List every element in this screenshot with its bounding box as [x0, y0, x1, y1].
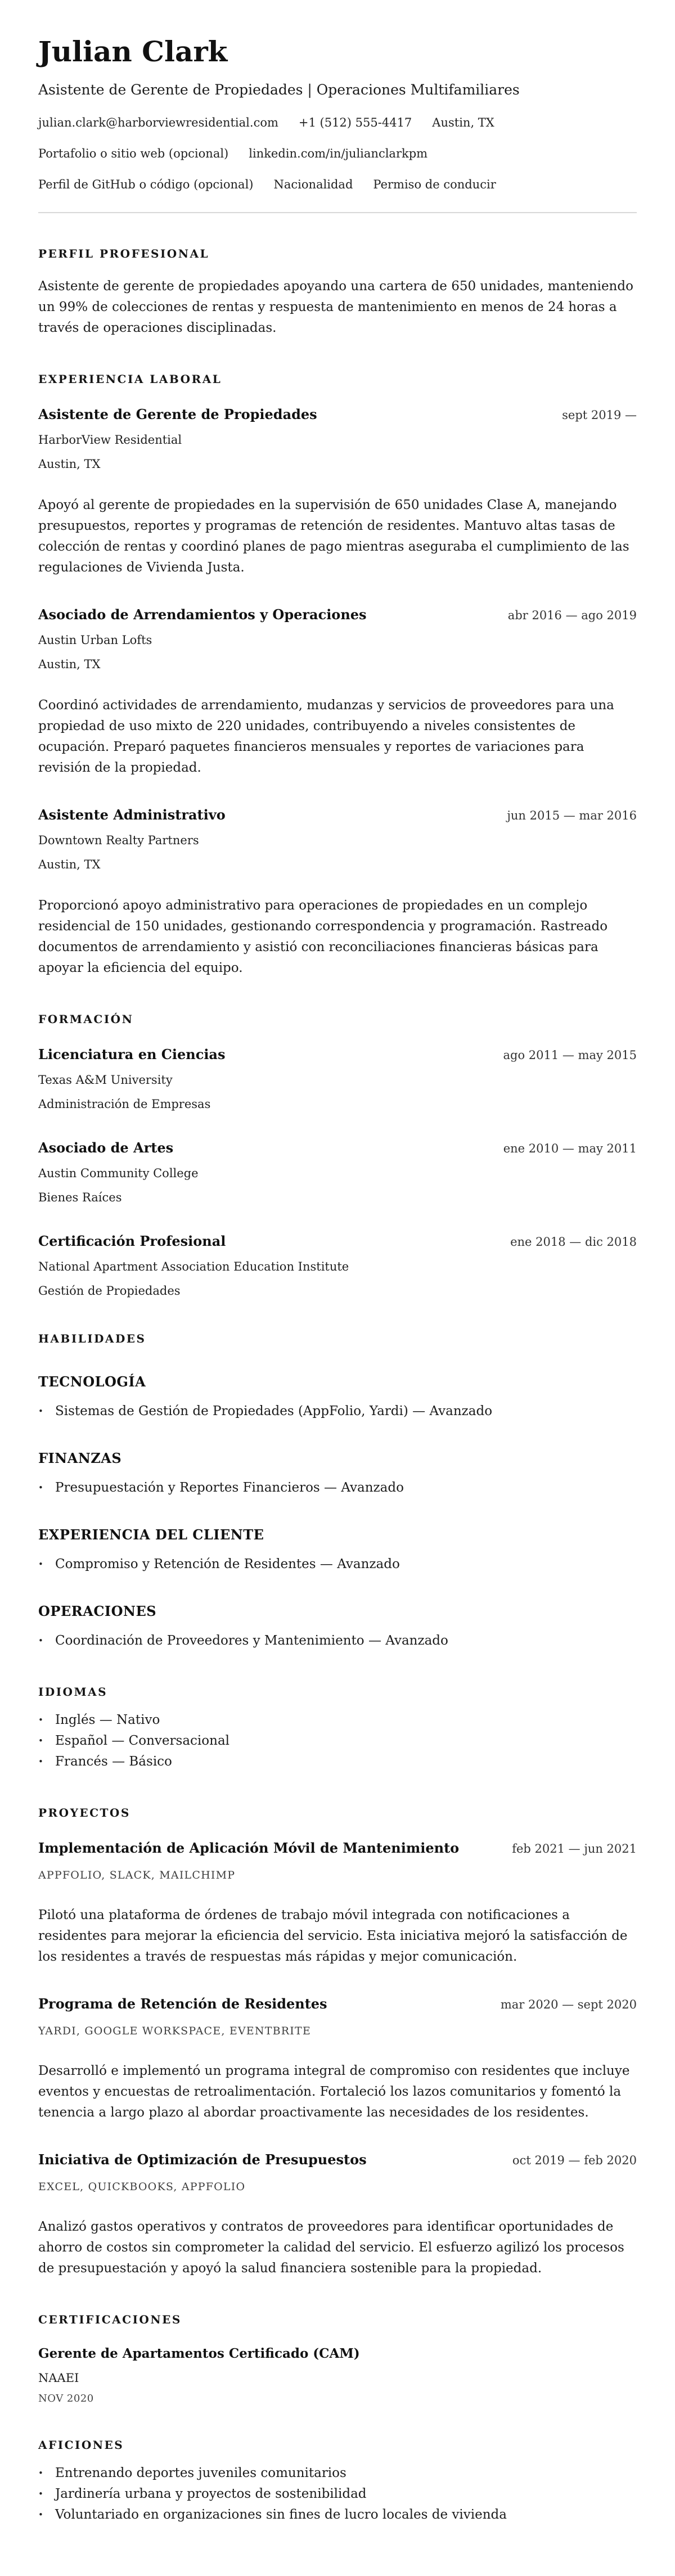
skill-category-technology: TECNOLOGÍA — [38, 1373, 146, 1390]
project-entry — [38, 1840, 637, 1967]
section-label-skills: HABILIDADES — [38, 1332, 146, 1345]
section-label-profile: PERFIL PROFESIONAL — [38, 247, 210, 260]
section-label-education: FORMACIÓN — [38, 1012, 134, 1026]
education-degree: Asociado de Artes — [38, 1140, 174, 1156]
skill-item — [38, 1401, 637, 1422]
job-location: Austin, TX — [38, 657, 101, 671]
job-date: abr 2016 — ago 2019 — [507, 609, 637, 622]
job-entry — [38, 406, 637, 578]
project-tools: YARDI, GOOGLE WORKSPACE, EVENTBRITE — [38, 2025, 311, 2037]
hobby-text: Voluntariado en organizaciones sin fines de lucro locales de vivienda — [55, 2507, 507, 2522]
education-school: Texas A&M University — [38, 1073, 173, 1087]
language-text: Francés — Básico — [55, 1754, 172, 1769]
project-date: feb 2021 — jun 2021 — [512, 1842, 637, 1856]
language-list — [38, 1710, 637, 1772]
job-title: Asistente de Gerente de Propiedades — [38, 406, 317, 422]
skill-list — [38, 1554, 637, 1575]
header-divider — [38, 212, 637, 213]
section-label-experience: EXPERIENCIA LABORAL — [38, 372, 222, 386]
job-company: Austin Urban Lofts — [38, 633, 152, 647]
job-title: Asistente Administrativo — [38, 807, 226, 823]
contact-phone: +1 (512) 555-4417 — [298, 116, 412, 129]
section-label-languages: IDIOMAS — [38, 1685, 108, 1699]
job-description: Coordinó actividades de arrendamiento, mudanzas y servicios de proveedores para una propiedad de uso mixto de 220 unidades, contribuyendo a niveles consistentes de ocupación. Preparó paquetes financieros mensuales y reportes de variaciones para revisión de la propiedad. — [38, 698, 614, 775]
education-school: National Apartment Association Education Institute — [38, 1260, 349, 1273]
project-date: mar 2020 — sept 2020 — [500, 1998, 637, 2011]
bullet-icon: • — [38, 2468, 43, 2478]
contact-location: Austin, TX — [432, 116, 494, 129]
skill-category-finance: FINANZAS — [38, 1450, 122, 1466]
candidate-name: Julian Clark — [38, 35, 228, 68]
hobby-text: Entrenando deportes juveniles comunitarios — [55, 2466, 346, 2480]
candidate-headline: Asistente de Gerente de Propiedades | Operaciones Multifamiliares — [38, 82, 520, 98]
job-company: Downtown Realty Partners — [38, 834, 199, 847]
section-label-certifications: CERTIFICACIONES — [38, 2313, 182, 2326]
job-description: Apoyó al gerente de propiedades en la supervisión de 650 unidades Clase A, manejando presupuestos, reportes y programas de retención de residentes. Mantuvo altas tasas de colección de rentas y coordinó planes de pago mientras aseguraba el cumplimiento de las regulaciones de Vivienda Justa. — [38, 498, 629, 575]
hobby-text: Jardinería urbana y proyectos de sostenibilidad — [55, 2487, 367, 2501]
profile-summary: Asistente de gerente de propiedades apoyando una cartera de 650 unidades, manteniendo un 99% de colecciones de rentas y respuesta de mantenimiento en menos de 24 horas a través de operaciones disciplinadas. — [38, 279, 633, 335]
education-school: Austin Community College — [38, 1167, 199, 1180]
contact-linkedin: linkedin.com/in/julianclarkpm — [249, 147, 428, 160]
job-location: Austin, TX — [38, 457, 101, 471]
contact-nationality-placeholder: Nacionalidad — [273, 178, 353, 191]
bullet-icon: • — [38, 2489, 43, 2499]
bullet-icon: • — [38, 1736, 43, 1746]
project-tools: APPFOLIO, SLACK, MAILCHIMP — [38, 1869, 236, 1881]
education-entry — [38, 1046, 637, 1111]
skill-item — [38, 1478, 637, 1498]
project-title: Iniciativa de Optimización de Presupuestos — [38, 2151, 367, 2168]
contact-row-1 — [38, 115, 637, 130]
bullet-icon: • — [38, 2510, 43, 2520]
skill-text: Coordinación de Proveedores y Mantenimiento — Avanzado — [55, 1633, 448, 1648]
project-tools: EXCEL, QUICKBOOKS, APPFOLIO — [38, 2181, 246, 2193]
skill-list — [38, 1401, 637, 1422]
hobby-item — [38, 2463, 637, 2484]
contact-github-placeholder: Perfil de GitHub o código (opcional) — [38, 178, 254, 191]
project-entry — [38, 1996, 637, 2123]
language-item — [38, 1731, 637, 1751]
job-company: HarborView Residential — [38, 433, 182, 447]
certification-name: Gerente de Apartamentos Certificado (CAM) — [38, 2346, 360, 2361]
education-degree: Licenciatura en Ciencias — [38, 1046, 226, 1062]
bullet-icon: • — [38, 1636, 43, 1646]
education-field: Bienes Raíces — [38, 1191, 122, 1204]
contact-license-placeholder: Permiso de conducir — [373, 178, 496, 191]
bullet-icon: • — [38, 1715, 43, 1725]
job-header — [38, 807, 637, 823]
job-location: Austin, TX — [38, 858, 101, 871]
skill-text: Presupuestación y Reportes Financieros — Avanzado — [55, 1480, 404, 1495]
project-description: Desarrolló e implementó un programa integral de compromiso con residentes que incluye eventos y encuestas de retroalimentación. Fortaleció los lazos comunitarios y fomentó la tenencia a largo plazo al abordar proactivamente las necesidades de los residentes. — [38, 2064, 630, 2120]
skill-category-customer-experience: EXPERIENCIA DEL CLIENTE — [38, 1526, 264, 1543]
job-date: jun 2015 — mar 2016 — [507, 809, 637, 822]
bullet-icon: • — [38, 1559, 43, 1569]
section-label-hobbies: AFICIONES — [38, 2438, 124, 2452]
contact-email: julian.clark@harborviewresidential.com — [38, 116, 278, 129]
contact-row-3 — [38, 177, 637, 192]
bullet-icon: • — [38, 1757, 43, 1767]
education-header — [38, 1233, 637, 1250]
skill-list — [38, 1631, 637, 1651]
job-date: sept 2019 — — [562, 408, 637, 422]
contact-portfolio-placeholder: Portafolio o sitio web (opcional) — [38, 147, 229, 160]
skill-item — [38, 1554, 637, 1575]
education-entry — [38, 1233, 637, 1298]
language-item — [38, 1751, 637, 1772]
contact-row-2 — [38, 146, 637, 161]
project-description: Pilotó una plataforma de órdenes de trabajo móvil integrada con notificaciones a residentes para mejorar la eficiencia del servicio. Esta iniciativa mejoró la satisfacción de los residentes a través de respuestas más rápidas y mejor comunicación. — [38, 1908, 628, 1964]
project-header — [38, 1996, 637, 2012]
language-text: Inglés — Nativo — [55, 1713, 160, 1727]
project-entry — [38, 2151, 637, 2279]
project-title: Programa de Retención de Residentes — [38, 1996, 327, 2012]
job-entry — [38, 807, 637, 979]
project-description: Analizó gastos operativos y contratos de proveedores para identificar oportunidades de ahorro de costos sin comprometer la calidad del servicio. El esfuerzo agilizó los procesos de presupuestación y apoyó la salud financiera sostenible para la propiedad. — [38, 2219, 624, 2276]
bullet-icon: • — [38, 1483, 43, 1493]
job-header — [38, 406, 637, 423]
job-title: Asociado de Arrendamientos y Operaciones — [38, 606, 367, 623]
skill-text: Compromiso y Retención de Residentes — Avanzado — [55, 1557, 400, 1571]
job-header — [38, 606, 637, 623]
bullet-icon: • — [38, 1406, 43, 1416]
skill-list — [38, 1478, 637, 1498]
education-date: ene 2018 — dic 2018 — [510, 1235, 637, 1249]
job-description: Proporcionó apoyo administrativo para operaciones de propiedades en un complejo residencial de 150 unidades, gestionando correspondencia y programación. Rastreado documentos de arrendamiento y asistió con reconciliaciones financieras básicas para apoyar la eficiencia del equipo. — [38, 898, 608, 975]
certification-issuer: NAAEI — [38, 2371, 79, 2385]
language-item — [38, 1710, 637, 1731]
project-header — [38, 2151, 637, 2168]
education-header — [38, 1140, 637, 1156]
section-label-projects: PROYECTOS — [38, 1806, 130, 1820]
language-text: Español — Conversacional — [55, 1733, 230, 1748]
education-field: Gestión de Propiedades — [38, 1284, 181, 1298]
hobby-item — [38, 2505, 637, 2525]
project-title: Implementación de Aplicación Móvil de Mantenimiento — [38, 1840, 460, 1856]
education-date: ago 2011 — may 2015 — [503, 1048, 637, 1062]
skill-item — [38, 1631, 637, 1651]
education-entry — [38, 1140, 637, 1205]
education-degree: Certificación Profesional — [38, 1233, 226, 1249]
job-entry — [38, 606, 637, 778]
project-header — [38, 1840, 637, 1857]
education-header — [38, 1046, 637, 1063]
project-date: oct 2019 — feb 2020 — [512, 2154, 637, 2167]
skill-text: Sistemas de Gestión de Propiedades (AppFolio, Yardi) — Avanzado — [55, 1404, 493, 1418]
skill-category-operations: OPERACIONES — [38, 1603, 157, 1619]
education-date: ene 2010 — may 2011 — [503, 1142, 637, 1155]
certification-date: NOV 2020 — [38, 2393, 94, 2404]
hobby-list — [38, 2463, 637, 2525]
education-field: Administración de Empresas — [38, 1097, 211, 1111]
hobby-item — [38, 2484, 637, 2505]
